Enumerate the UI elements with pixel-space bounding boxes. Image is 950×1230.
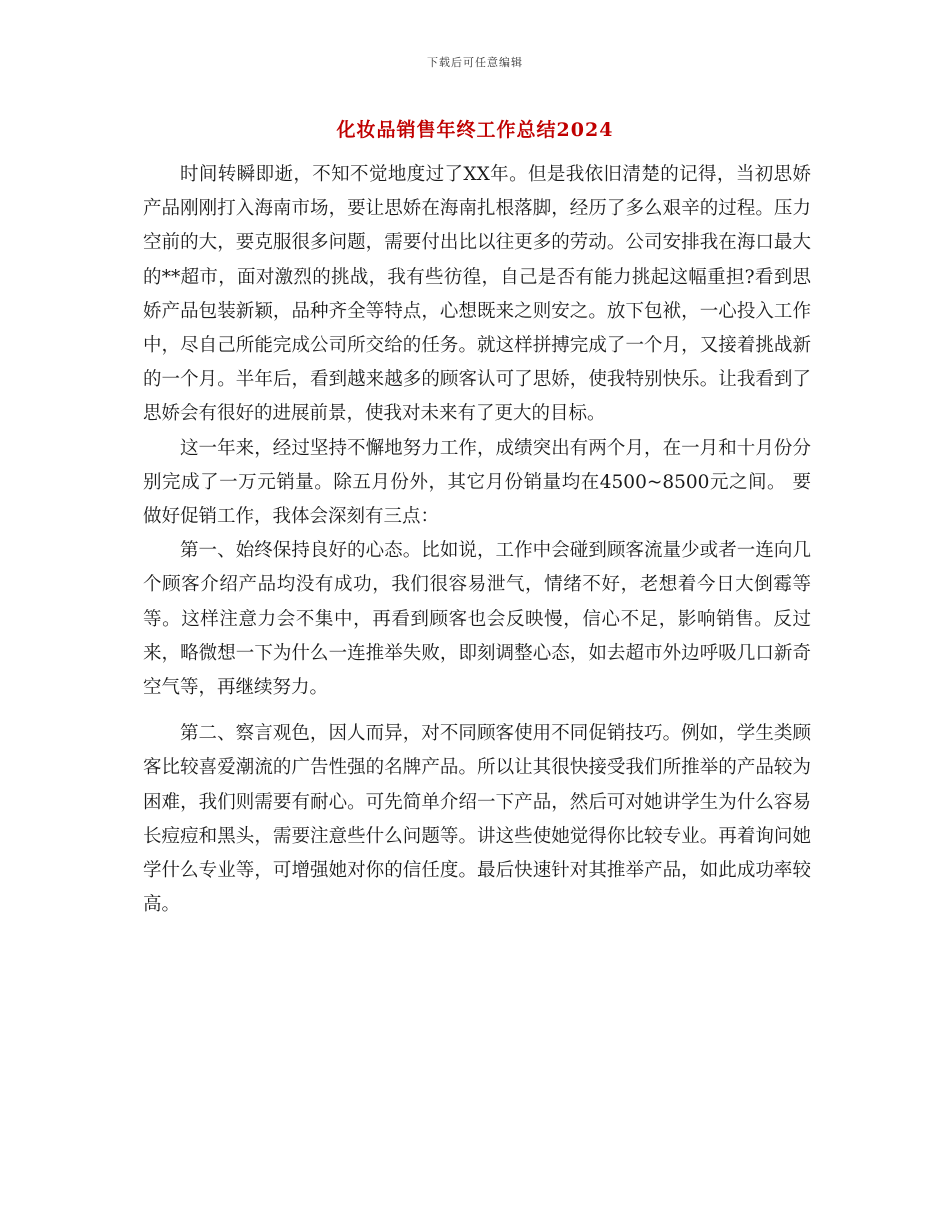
paragraph-4: 第二、察言观色，因人而异，对不同顾客使用不同促销技巧。例如，学生类顾客比较喜爱潮流的广告性强的名牌产品。所以让其很快接受我们所推举的产品较为困难，我们则需要有耐心。可先简单介绍一下产品，然后可对她讲学生为什么容易长痘痘和黑头，需要注意些什么问题等。讲这些使她觉得你比较专业。再着询问她学什么专业等，可增强她对你的信任度。最后快速针对其推举产品，如此成功率较高。 <box>143 723 811 916</box>
paragraph-2: 这一年来，经过坚持不懈地努力工作，成绩突出有两个月，在一月和十月份分别完成了一万元销量。除五月份外，其它月份销量均在4500~8500元之间。 要做好促销工作，我体会深刻有三点： <box>143 437 811 528</box>
paragraph-spacer <box>143 705 811 717</box>
paragraph-1: 时间转瞬即逝，不知不觉地度过了XX年。但是我依旧清楚的记得，当初思娇产品刚刚打入海南市场，要让思娇在海南扎根落脚，经历了多么艰辛的过程。压力空前的大，要克服很多问题，需要付出比以往更多的劳动。公司安排我在海口最大的**超市，面对激烈的挑战，我有些彷徨，自己是否有能力挑起这幅重担?看到思娇产品包装新颖，品种齐全等特点，心想既来之则安之。放下包袱，一心投入工作中，尽自己所能完成公司所交给的任务。就这样拼搏完成了一个月，又接着挑战新的一个月。半年后，看到越来越多的顾客认可了思娇，使我特别快乐。让我看到了思娇会有很好的进展前景，使我对未来有了更大的目标。 <box>143 164 811 425</box>
document-title: 化妆品销售年终工作总结2024 <box>336 119 614 141</box>
header-note: 下载后可任意编辑 <box>427 56 523 69</box>
paragraph-3: 第一、始终保持良好的心态。比如说，工作中会碰到顾客流量少或者一连向几个顾客介绍产品均没有成功，我们很容易泄气，情绪不好，老想着今日大倒霉等等。这样注意力会不集中，再看到顾客也会反映慢，信心不足，影响销售。反过来，略微想一下为什么一连推举失败，即刻调整心态，如去超市外边呼吸几口新奇空气等，再继续努力。 <box>143 540 811 699</box>
document-body <box>143 158 811 922</box>
